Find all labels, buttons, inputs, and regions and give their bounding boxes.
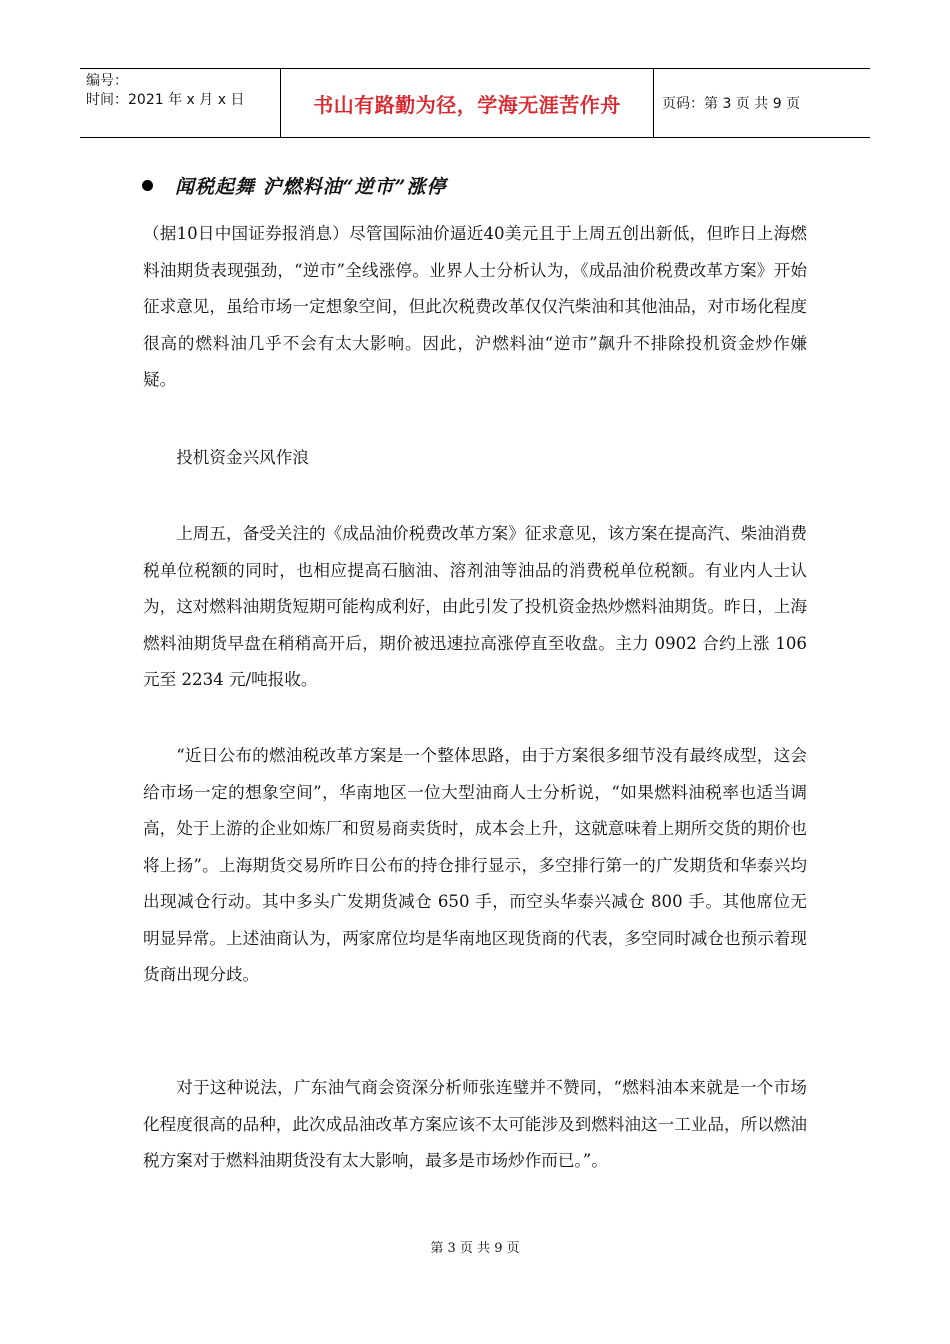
page-header (80, 68, 870, 138)
paragraph-4: 对于这种说法，广东油气商会资深分析师张连璧并不赞同，“燃料油本来就是一个市场化程度很高的品种，此次成品油改革方案应该不太可能涉及到燃料油这一工业品，所以燃油税方案对于燃料油期货没有太大影响，最多是市场炒作而已。”。 (143, 1078, 807, 1170)
page-footer: 第 3 页 共 9 页 (430, 1241, 520, 1256)
bullet-icon (142, 180, 153, 191)
page-code: 页码：第 3 页 共 9 页 (662, 96, 801, 112)
header-motto-cell (280, 69, 654, 137)
article-title: 闻税起舞 沪燃料油“逆市”涨停 (175, 176, 447, 198)
paragraph-3: “近日公布的燃油税改革方案是一个整体思路，由于方案很多细节没有最终成型，这会给市场一定的想象空间”，华南地区一位大型油商人士分析说，“如果燃料油税率也适当调高，处于上游的企业如炼厂和贸易商卖货时，成本会上升，这就意味着上期所交货的期价也将上扬”。上海期货交易所昨日公布的持仓排行显示，多空排行第一的广发期货和华泰兴均出现减仓行动。其中多头广发期货减仓 650 手，而空头华泰兴减仓 800 手。其他席位无明显异常。上述油商认为，两家席位均是华南地区现货商的代表，多空同时减仓也预示着现货商出现分歧。 (143, 746, 807, 984)
date-line: 时间：2021 年 x 月 x 日 (86, 92, 245, 108)
header-meta (80, 69, 280, 137)
header-page-cell (654, 69, 870, 137)
motto-text: 书山有路勤为径，学海无涯苦作舟 (313, 92, 621, 117)
section-heading (142, 172, 446, 199)
number-label: 编号： (86, 73, 128, 89)
paragraph-2: 上周五，备受关注的《成品油价税费改革方案》征求意见，该方案在提高汽、柴油消费税单位税额的同时，也相应提高石脑油、溶剂油等油品的消费税单位税额。有业内人士认为，这对燃料油期货短期可能构成利好，由此引发了投机资金热炒燃料油期货。昨日，上海燃料油期货早盘在稍稍高开后，期价被迅速拉高涨停直至收盘。主力 0902 合约上涨 106 元至 2234 元/吨报收。 (143, 524, 807, 689)
subheading: 投机资金兴风作浪 (176, 448, 309, 467)
paragraph-lead: （据10日中国证券报消息）尽管国际油价逼近40美元且于上周五创出新低，但昨日上海燃料油期货表现强劲，“逆市”全线涨停。业界人士分析认为，《成品油价税费改革方案》开始征求意见，虽给市场一定想象空间，但此次税费改革仅仅汽柴油和其他油品，对市场化程度很高的燃料油几乎不会有太大影响。因此，沪燃料油“逆市”飙升不排除投机资金炒作嫌疑。 (143, 224, 807, 389)
